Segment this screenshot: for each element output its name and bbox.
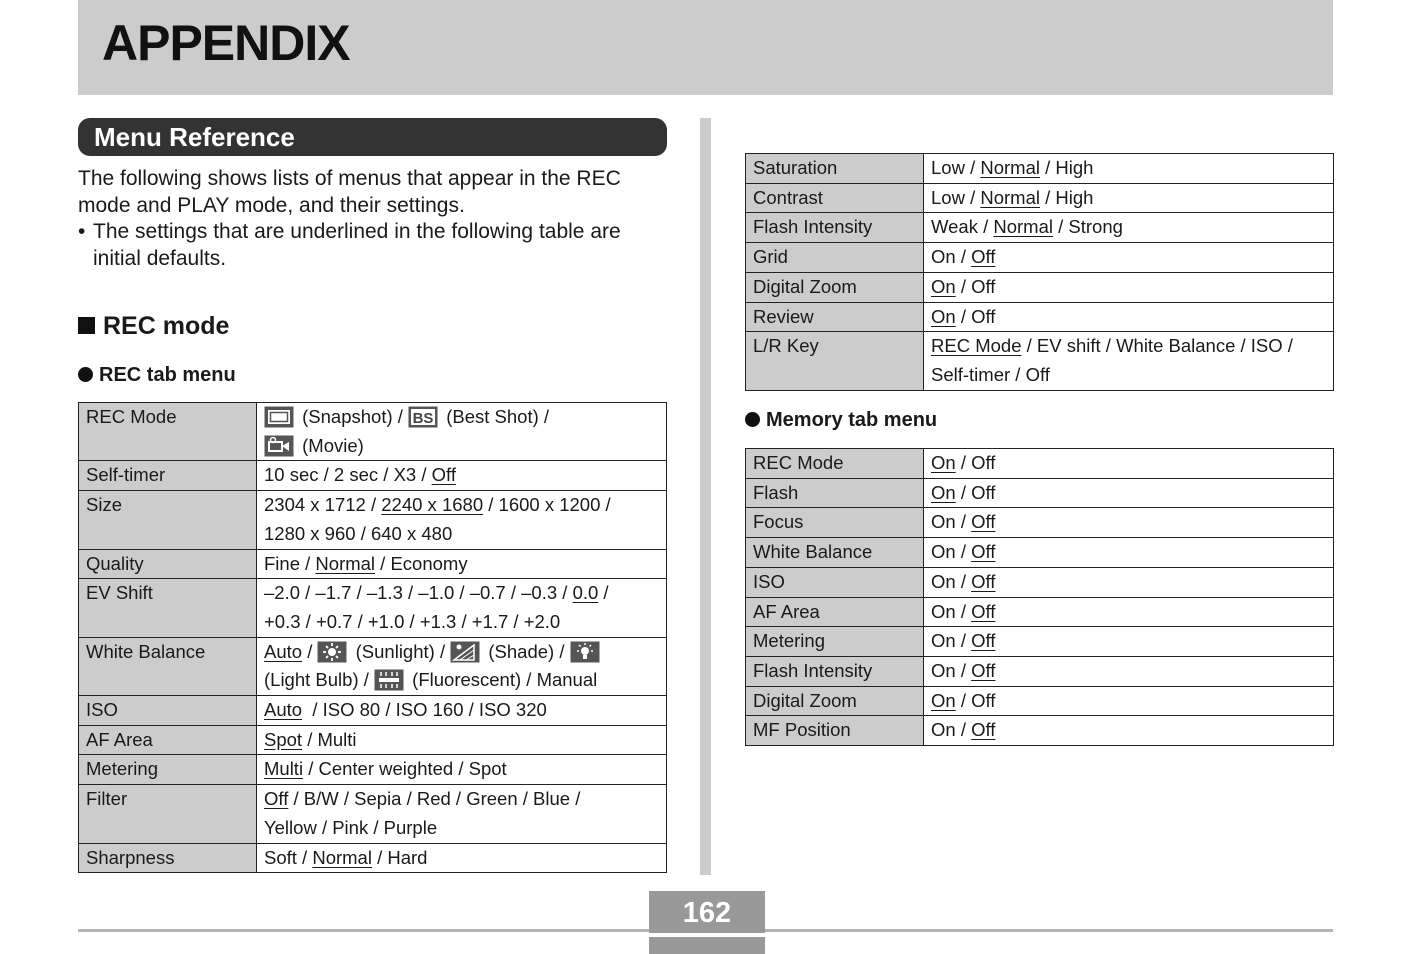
best-shot-label: (Best Shot) / (446, 406, 550, 427)
default-value: Normal (993, 216, 1053, 238)
default-value: Spot (264, 728, 303, 750)
default-value: Normal (980, 157, 1040, 178)
setting-values (257, 491, 667, 549)
setting-values (924, 508, 1334, 538)
setting-name: AF Area (79, 725, 257, 755)
value-text: On / (931, 511, 972, 533)
default-value: Off (971, 246, 996, 268)
default-value: On (931, 689, 956, 711)
setting-name: Review (746, 302, 924, 332)
value-text: On / (931, 630, 972, 652)
column-divider (700, 118, 711, 875)
rec-tab-table-continued (745, 153, 1334, 391)
setting-name: Self-timer (79, 461, 257, 491)
value-text: Yellow / Pink / Purple (264, 816, 438, 838)
table-row (746, 686, 1334, 716)
value-text: / ISO 80 / ISO 160 / ISO 320 (302, 699, 547, 721)
setting-values (257, 755, 667, 785)
default-value: Auto (264, 640, 303, 662)
setting-values (924, 656, 1334, 686)
svg-text:BS: BS (412, 410, 434, 427)
setting-name: Flash Intensity (746, 656, 924, 686)
setting-name: Flash Intensity (746, 213, 924, 243)
setting-name: Size (79, 491, 257, 549)
intro-bullet (78, 219, 668, 272)
value-text: Self-timer / Off (931, 363, 1050, 385)
value-text: / (598, 582, 609, 604)
default-value: 0.0 (572, 582, 599, 604)
value-text: / Off (955, 452, 996, 473)
setting-name: Flash (746, 478, 924, 508)
shade-icon (450, 641, 480, 663)
setting-values (257, 785, 667, 843)
default-value: On (931, 452, 956, 473)
light-bulb-label: (Light Bulb) / (264, 669, 369, 691)
table-row (746, 656, 1334, 686)
setting-name: L/R Key (746, 332, 924, 390)
default-value: REC Mode (931, 335, 1022, 357)
default-value: Off (431, 464, 456, 486)
setting-values (924, 627, 1334, 657)
header-band (78, 0, 1333, 95)
circle-bullet-icon (78, 367, 93, 382)
setting-name: EV Shift (79, 579, 257, 637)
table-row (79, 696, 667, 726)
value-text: / Economy (375, 552, 468, 574)
value-text: Weak / (931, 216, 994, 238)
setting-name: REC Mode (79, 403, 257, 461)
value-text: Fine / (264, 552, 316, 574)
snapshot-icon (264, 406, 294, 428)
value-text: On / (931, 659, 972, 681)
default-value: Normal (312, 846, 372, 868)
table-row (79, 725, 667, 755)
value-text: / Multi (302, 728, 357, 750)
value-text: / 1600 x 1200 / (483, 494, 611, 516)
setting-values (924, 213, 1334, 243)
rec-tab-table (78, 402, 667, 873)
setting-name: White Balance (746, 538, 924, 568)
setting-values (924, 302, 1334, 332)
setting-name: Grid (746, 243, 924, 273)
value-text: Low / (931, 186, 981, 208)
table-row (746, 567, 1334, 597)
value-text: / Hard (371, 846, 428, 868)
page-number-stripe (649, 933, 765, 937)
default-value: Off (971, 719, 996, 741)
setting-values (924, 243, 1334, 273)
value-text: / B/W / Sepia / Red / Green / Blue / (288, 788, 581, 810)
setting-name: Digital Zoom (746, 686, 924, 716)
value-text: +0.3 / +0.7 / +1.0 / +1.3 / +1.7 / +2.0 (264, 610, 561, 632)
setting-values (924, 332, 1334, 390)
intro-bullet-text: The settings that are underlined in the following table are initial defaults. (93, 220, 621, 270)
default-value: Off (971, 600, 996, 622)
page-number: 162 (682, 897, 732, 929)
setting-name: REC Mode (746, 449, 924, 479)
setting-values (257, 549, 667, 579)
table-row (746, 243, 1334, 273)
value-text: / Off (955, 305, 996, 327)
default-value: On (931, 305, 956, 327)
setting-name: Digital Zoom (746, 272, 924, 302)
setting-values (924, 272, 1334, 302)
memory-tab-heading-text: Memory tab menu (766, 409, 938, 431)
movie-icon (264, 435, 294, 457)
value-text: On / (931, 600, 972, 622)
setting-values (924, 478, 1334, 508)
setting-values (924, 538, 1334, 568)
table-row (746, 538, 1334, 568)
movie-label: (Movie) (302, 434, 364, 456)
setting-name: Metering (746, 627, 924, 657)
sunlight-label: (Sunlight) / (355, 640, 446, 662)
light-bulb-icon (570, 641, 600, 663)
setting-values (257, 843, 667, 873)
rec-mode-heading-text: REC mode (103, 312, 230, 340)
setting-values (257, 637, 667, 695)
setting-values (257, 696, 667, 726)
setting-values (924, 183, 1334, 213)
value-text: Low / (931, 157, 981, 178)
setting-name: Focus (746, 508, 924, 538)
value-text: / Off (955, 481, 996, 503)
setting-values (257, 461, 667, 491)
default-value: Off (971, 541, 996, 563)
page-title: APPENDIX (102, 15, 350, 71)
setting-name: AF Area (746, 597, 924, 627)
page-number-box (649, 891, 765, 954)
rec-tab-heading (78, 364, 236, 387)
setting-name: ISO (746, 567, 924, 597)
table-row (746, 508, 1334, 538)
default-value: Off (971, 630, 996, 652)
value-text: / Strong (1053, 216, 1123, 238)
value-text: –2.0 / –1.7 / –1.3 / –1.0 / –0.7 / –0.3 / (264, 582, 573, 604)
setting-name: White Balance (79, 637, 257, 695)
rec-mode-heading (78, 312, 229, 341)
shade-label: (Shade) / (488, 640, 565, 662)
value-text: / (302, 640, 313, 662)
snapshot-label: (Snapshot) / (302, 406, 403, 427)
fluorescent-icon (374, 669, 404, 691)
value-text: / Off (955, 689, 996, 711)
table-row (746, 183, 1334, 213)
table-row (79, 637, 667, 695)
value-text: 10 sec / 2 sec / X3 / (264, 464, 432, 486)
table-row (746, 449, 1334, 479)
value-text: On / (931, 719, 972, 741)
value-text: On / (931, 541, 972, 563)
default-value: Off (971, 659, 996, 681)
value-text: / High (1039, 186, 1094, 208)
setting-values (924, 567, 1334, 597)
sunlight-icon (317, 641, 347, 663)
setting-values (924, 449, 1334, 479)
rec-tab-heading-text: REC tab menu (99, 364, 236, 386)
default-value: Off (971, 511, 996, 533)
setting-values (924, 154, 1334, 184)
default-value: Normal (315, 552, 376, 574)
value-text: / High (1039, 157, 1094, 178)
intro-text (78, 166, 668, 272)
memory-tab-heading (745, 409, 937, 432)
table-row (79, 491, 667, 549)
table-row (79, 579, 667, 637)
value-text: / Center weighted / Spot (303, 758, 507, 780)
default-value: On (931, 275, 956, 297)
table-row (79, 785, 667, 843)
setting-values (257, 579, 667, 637)
value-text: Soft / (264, 846, 313, 868)
value-text: On / (931, 246, 972, 268)
table-row (79, 843, 667, 873)
default-value: Multi (264, 758, 304, 780)
table-row (746, 716, 1334, 746)
value-text: / EV shift / White Balance / ISO / (1021, 335, 1293, 357)
square-bullet-icon (78, 317, 95, 334)
value-text: / Off (955, 275, 996, 297)
setting-name: Contrast (746, 183, 924, 213)
setting-name: Quality (79, 549, 257, 579)
table-row (79, 403, 667, 461)
table-row (79, 755, 667, 785)
default-value: On (931, 481, 956, 503)
setting-values (924, 597, 1334, 627)
setting-values (257, 403, 667, 461)
value-text: 2304 x 1712 / (264, 494, 382, 516)
default-value: Off (971, 570, 996, 592)
setting-name: MF Position (746, 716, 924, 746)
default-value: Off (264, 788, 289, 810)
setting-values (924, 686, 1334, 716)
table-row (746, 597, 1334, 627)
table-row (746, 332, 1334, 390)
fluorescent-label: (Fluorescent) / Manual (412, 669, 598, 691)
setting-name: Filter (79, 785, 257, 843)
circle-bullet-icon (745, 412, 760, 427)
setting-values (924, 716, 1334, 746)
setting-name: ISO (79, 696, 257, 726)
setting-name: Saturation (746, 154, 924, 184)
intro-line: The following shows lists of menus that appear in the REC mode and PLAY mode, and their settings. (78, 167, 621, 217)
table-row (79, 461, 667, 491)
table-row (746, 478, 1334, 508)
value-text: 1280 x 960 / 640 x 480 (264, 522, 453, 544)
table-row (746, 272, 1334, 302)
bullet-mark: • (78, 220, 86, 243)
setting-name: Sharpness (79, 843, 257, 873)
memory-tab-table (745, 448, 1334, 746)
table-row (746, 627, 1334, 657)
table-row (746, 154, 1334, 184)
section-title: Menu Reference (78, 118, 667, 156)
default-value: Normal (980, 186, 1040, 208)
table-row (79, 549, 667, 579)
default-value: Auto (264, 699, 303, 721)
value-text: On / (931, 570, 972, 592)
default-value: 2240 x 1680 (381, 494, 484, 516)
setting-values (257, 725, 667, 755)
setting-name: Metering (79, 755, 257, 785)
best-shot-icon (408, 406, 438, 428)
table-row (746, 213, 1334, 243)
table-row (746, 302, 1334, 332)
